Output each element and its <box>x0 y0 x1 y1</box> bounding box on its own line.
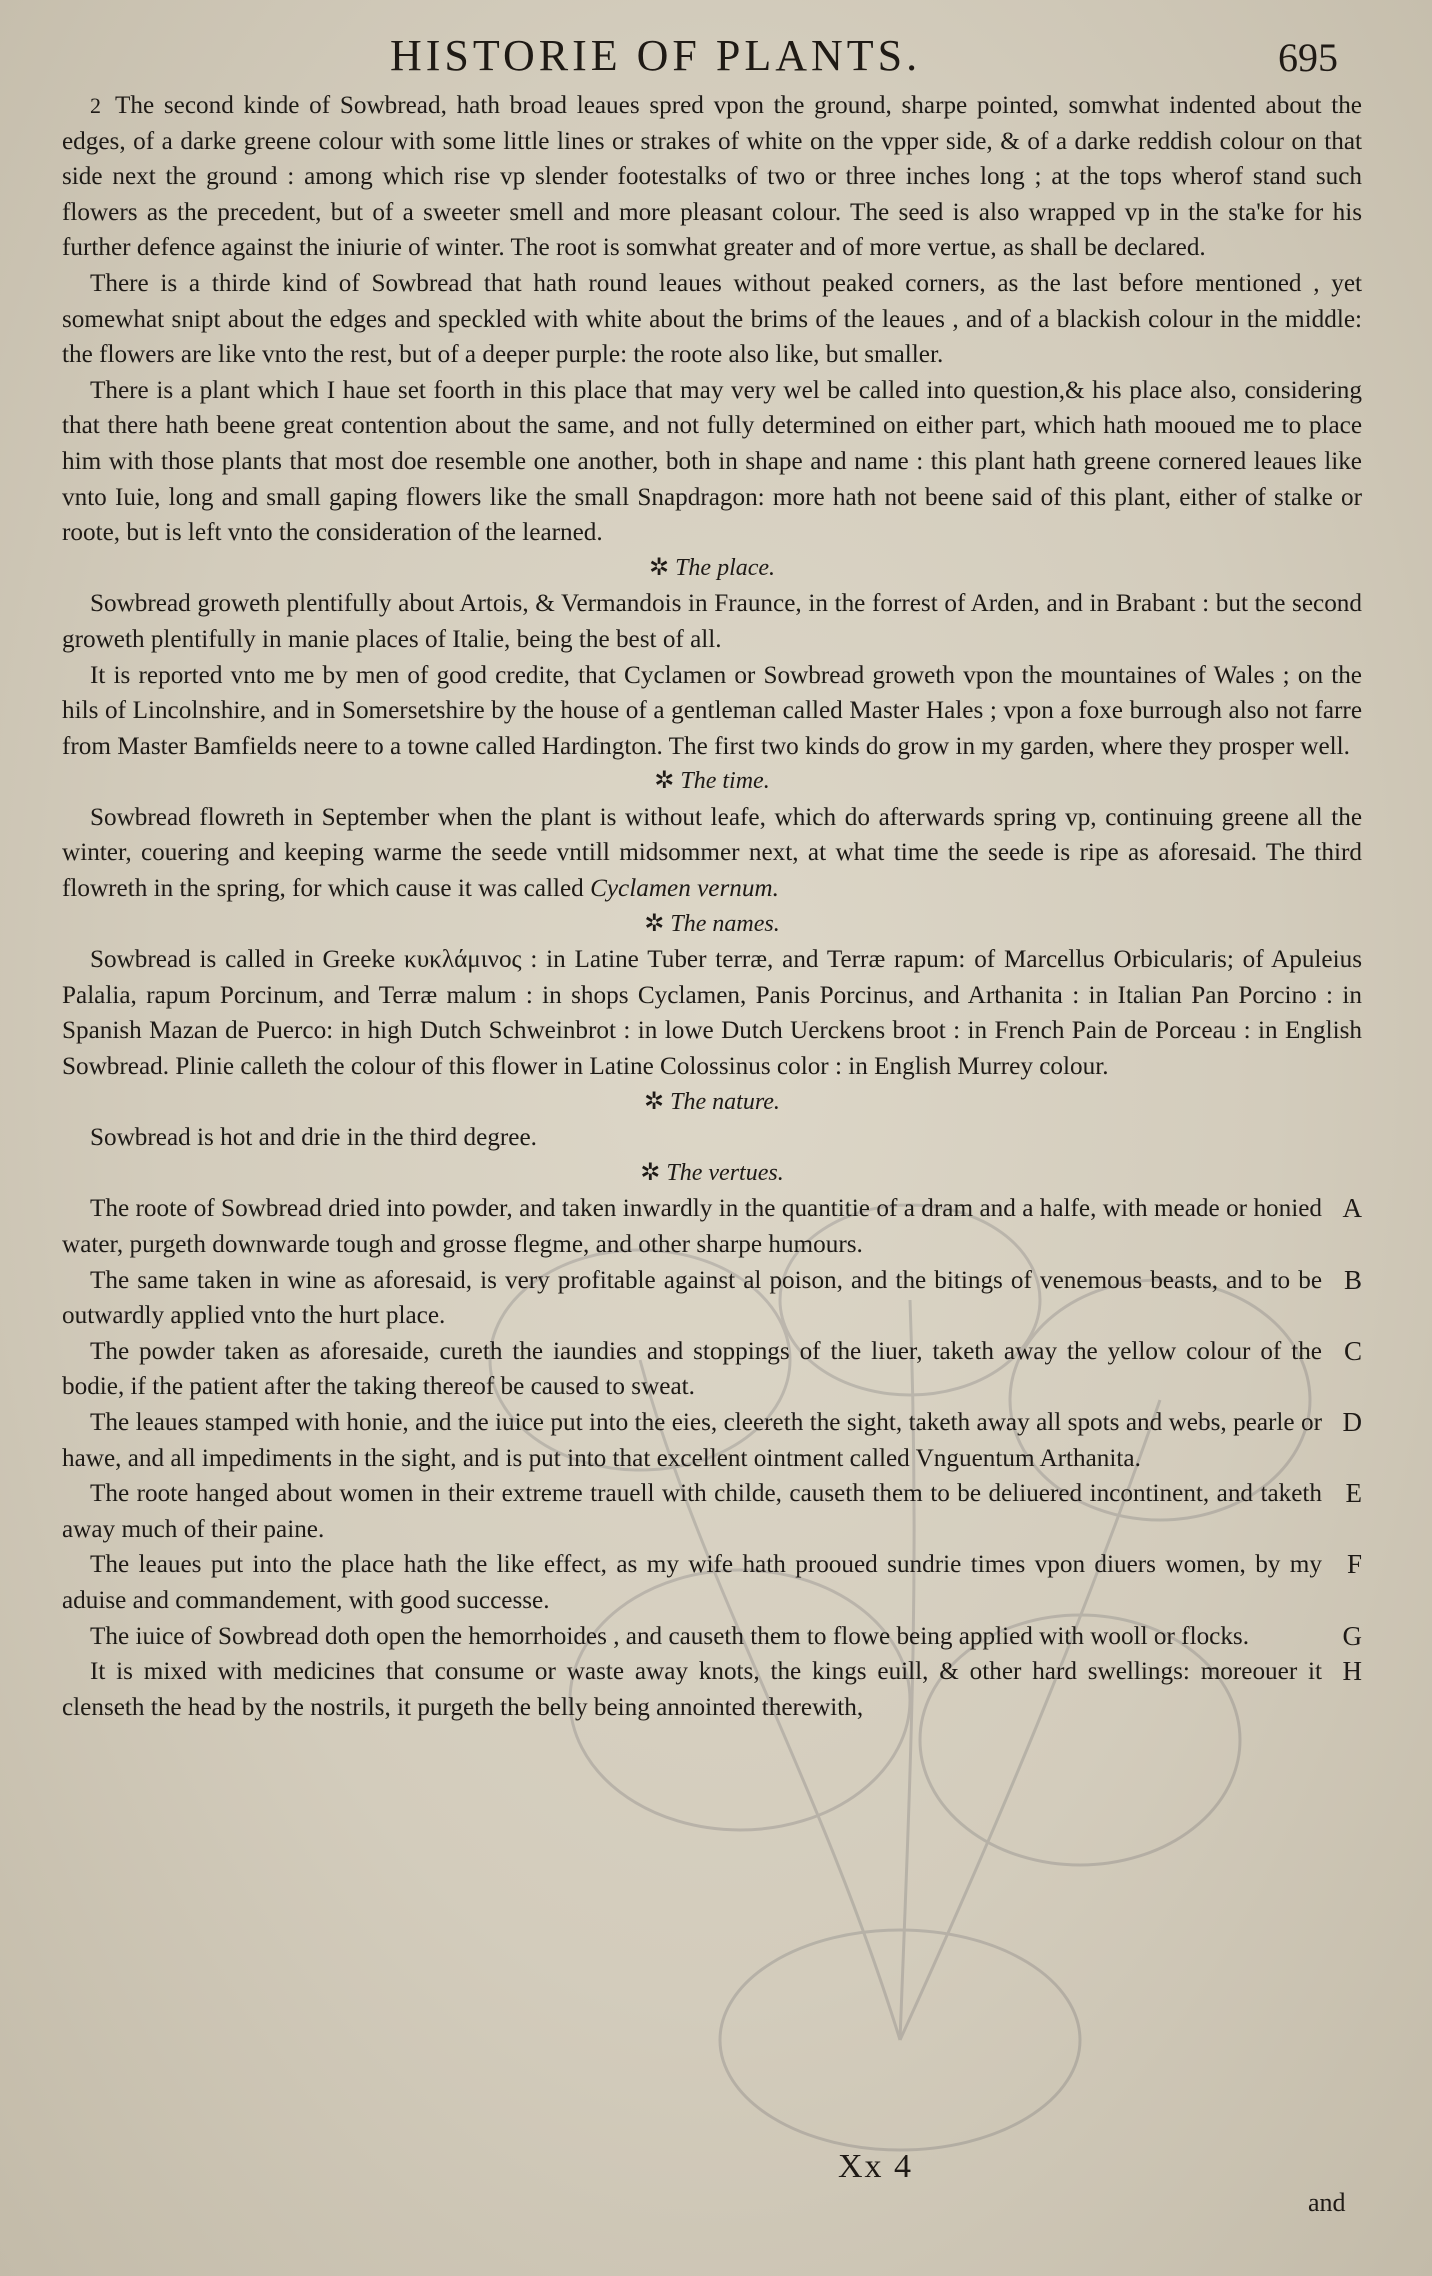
margin-letter: E <box>1345 1478 1362 1509</box>
paragraph-place-1: Sowbread groweth plentifully about Artois, & Vermandois in Fraunce, in the forrest of Arden, and in Brabant : but the second groweth plentifully in manie places of Italie, being the best of all. <box>62 590 1362 653</box>
catchword: and <box>1308 2188 1346 2217</box>
vertue-text: It is mixed with medicines that consume or waste away knots, the kings euill, & other hard swellings: moreouer it clenseth the head by the nostrils, it purgeth the belly being annointed therewith, <box>62 1658 1322 1721</box>
vertue-entry-h <box>62 1654 1362 1725</box>
vertue-entry-c <box>62 1334 1362 1405</box>
vertue-text: The powder taken as aforesaide, cureth the iaundies and stoppings of the liuer, taketh away the yellow colour of the bodie, if the patient after the taking thereof be caused to sweat. <box>62 1337 1322 1401</box>
asterism-icon: ✲ <box>644 910 665 937</box>
running-title: HISTORIE OF PLANTS. <box>390 31 922 80</box>
heading-label: The names. <box>670 910 780 937</box>
margin-letter: A <box>1342 1193 1362 1224</box>
heading-time <box>62 764 1362 800</box>
asterism-icon: ✲ <box>640 1159 661 1186</box>
asterism-icon: ✲ <box>648 554 670 581</box>
latin-term: Cyclamen vernum. <box>590 875 779 903</box>
margin-letter: G <box>1342 1620 1362 1651</box>
paragraph-third-kind: There is a thirde kind of Sowbread that hath round leaues without peaked corners, as the last before mentioned , yet somewhat snipt about the edges and speckled with white about the brims of the leaues , and of a blackish colour in the middle: the flowers are like vnto the rest, but of a deeper purple: the roote also like, but smaller. <box>62 269 1362 369</box>
vertue-entry-d <box>62 1405 1362 1476</box>
heading-place <box>62 551 1362 587</box>
body-text <box>62 88 1362 1725</box>
vertue-entry-e <box>62 1476 1362 1547</box>
heading-label: The time. <box>680 768 770 795</box>
margin-letter: H <box>1342 1656 1362 1687</box>
paragraph-second-kind <box>62 88 1362 266</box>
heading-vertues <box>62 1156 1362 1192</box>
paragraph-place-2: It is reported vnto me by men of good credite, that Cyclamen or Sowbread groweth vpon the mountaines of Wales ; on the hils of Lincolnshire, and in Somersetshire by the house of a gentleman called Master Hales ; vpon a foxe burrough also not farre from Master Bamfields neere to a towne called Hardington. The first two kinds do grow in my garden, where they prosper well. <box>62 661 1362 760</box>
margin-letter: D <box>1342 1406 1362 1437</box>
vertue-text: The same taken in wine as aforesaid, is very profitable against al poison, and the bitings of venemous beasts, and to be outwardly applied vnto the hurt place. <box>62 1266 1322 1330</box>
paragraph-text: The second kinde of Sowbread, hath broad leaues spred vpon the ground, sharpe pointed, somwhat indented about the edges, of a darke greene colour with some little lines or strakes of white on the vpper side, & of a darke reddish colour on that side next the ground : among which rise vp slender footestalks of two or three inches long ; at the tops wherof stand such flowers as the precedent, but of a sweeter smell and more pleasant colour. The seed is also wrapped vp in the sta'ke for his further defence against the iniurie of winter. The root is somwhat greater and of more vertue, as shall be declared. <box>62 92 1362 262</box>
margin-letter: C <box>1343 1335 1362 1366</box>
vertue-text: The leaues put into the place hath the like effect, as my wife hath prooued sundrie times vpon diuers women, by my aduise and commandement, with good successe. <box>62 1551 1322 1614</box>
margin-letter: F <box>1346 1549 1362 1580</box>
vertue-text: The leaues stamped with honie, and the iuice put into the eies, cleereth the sight, taketh away all spots and webs, pearle or hawe, and all impediments in the sight, and is put into that excellent ointment called Vnguentum Arthanita. <box>62 1408 1322 1472</box>
vertue-text: The roote hanged about women in their extreme trauell with childe, causeth them to be deliuered incontinent, and taketh away much of their paine. <box>62 1480 1322 1543</box>
paragraph-nature: Sowbread is hot and drie in the third degree. <box>90 1124 537 1152</box>
paragraph-time <box>62 800 1362 907</box>
heading-label: The nature. <box>670 1088 780 1115</box>
vertue-entry-g <box>62 1619 1362 1655</box>
signature-mark: Xx 4 <box>838 2148 914 2185</box>
heading-nature <box>62 1085 1362 1121</box>
heading-label: The vertues. <box>666 1159 784 1186</box>
vertue-text: The roote of Sowbread dried into powder, and taken inwardly in the quantitie of a dram and a halfe, with meade or honied water, purgeth downwarde tough and grosse flegme, and other sharpe humours. <box>62 1195 1322 1258</box>
paragraph-names: Sowbread is called in Greeke κυκλάμινος : in Latine Tuber terræ, and Terræ rapum: of Marcellus Orbicularis; of Apuleius Palalia, rapum Porcinum, and Terræ malum : in shops Cyclamen, Panis Porcinus, and Arthanita : in Italian Pan Porcino : in Spanish Mazan de Puerco: in high Dutch Schweinbrot : in lowe Dutch Uerckens broot : in French Pain de Porceau : in English Sowbread. Plinie calleth the colour of this flower in Latine Colossinus color : in English Murrey colour. <box>62 946 1362 1081</box>
time-text: Sowbread flowreth in September when the plant is without leafe, which do afterwards spring vp, continuing greene all the winter, couering and keeping warme the seede vntill midsommer next, at what time the seede is ripe as aforesaid. The third flowreth in the spring, for which cause it was called <box>62 803 1362 903</box>
vertue-text: The iuice of Sowbread doth open the hemorrhoides , and causeth them to flowe being applied with wooll or flocks. <box>90 1622 1250 1650</box>
asterism-icon: ✲ <box>644 1088 665 1115</box>
paragraph-number: 2 <box>90 93 101 118</box>
page-number: 695 <box>1278 35 1338 80</box>
vertue-entry-f <box>62 1547 1362 1618</box>
vertue-entry-a <box>62 1191 1362 1262</box>
heading-names <box>62 907 1362 943</box>
vertue-entry-b <box>62 1263 1362 1334</box>
page-header <box>0 20 1432 90</box>
heading-label: The place. <box>675 554 776 581</box>
margin-letter: B <box>1343 1264 1362 1295</box>
paragraph-questioned-plant: There is a plant which I haue set foorth in this place that may very wel be called into question,& his place also, considering that there hath beene great contention about the same, and not fully determined on either part, which hath mooued me to place him with those plants that most doe resemble one another, both in shape and name : this plant hath greene cornered leaues like vnto Iuie, long and small gaping flowers like the small Snapdragon: more hath not beene said of this plant, either of stalke or roote, but is left vnto the consideration of the learned. <box>62 376 1362 547</box>
asterism-icon: ✲ <box>654 768 675 795</box>
